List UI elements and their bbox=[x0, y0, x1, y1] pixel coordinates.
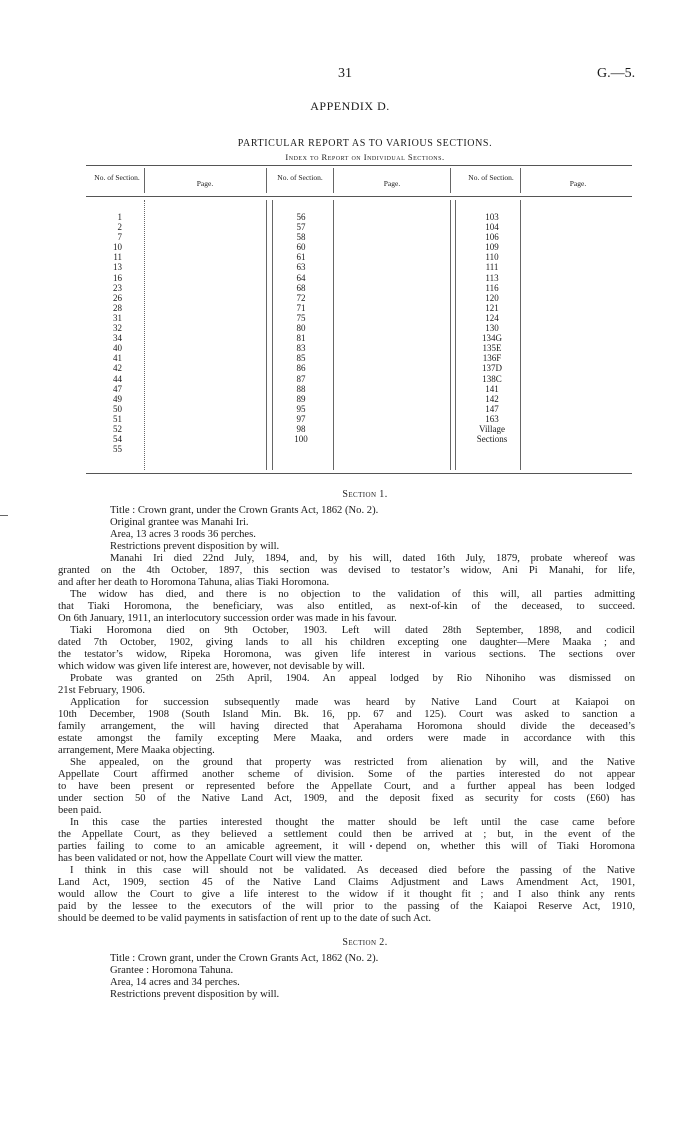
section-number: 2 bbox=[117, 222, 122, 233]
section-number: 58 bbox=[296, 232, 306, 243]
section-number: 42 bbox=[113, 363, 122, 374]
section-2-heading: Section 2. bbox=[342, 937, 388, 948]
section-number: 113 bbox=[485, 272, 499, 283]
section-number: 89 bbox=[296, 393, 306, 404]
section-number: 13 bbox=[113, 262, 122, 273]
section-number: 72 bbox=[296, 292, 306, 303]
section-number: 88 bbox=[296, 383, 306, 394]
page-number: 31 bbox=[338, 66, 352, 81]
text-line: 10th December, 1908 (South Island Min. Bk. 16, pp. 67 and 125). Court was asked to sanction a bbox=[58, 709, 635, 720]
table-top-rule bbox=[86, 165, 632, 166]
text-line: Application for succession subsequently made was heard by Native Land Court at Kaiapoi on bbox=[70, 697, 635, 708]
text-line: She appealed, on the ground that property was restricted from alienation by will, and the Native bbox=[70, 757, 635, 768]
text-line: the Appellate Court, as they believed a settlement could then be arrived at ; but, in the event of the bbox=[58, 829, 635, 840]
section-number: 110 bbox=[485, 252, 499, 263]
section-number: 75 bbox=[296, 312, 306, 323]
text-line: family arrangement, the will having directed that Aperahama Horomona should divide the deceased’s bbox=[58, 721, 635, 732]
section-number: 141 bbox=[485, 383, 499, 394]
section-number: 124 bbox=[485, 312, 499, 323]
index-title: Index to Report on Individual Sections. bbox=[285, 152, 445, 162]
text-line: Probate was granted on 25th April, 1904. An appeal lodged by Rio Nihoniho was dismissed on bbox=[70, 673, 635, 684]
table-bottom-rule bbox=[86, 473, 632, 474]
text-line: would allow the Court to give a life interest to the widow if it thought fit ; and I also think any rents bbox=[58, 889, 635, 900]
text-line: Grantee : Horomona Tahuna. bbox=[110, 965, 234, 976]
text-line: Manahi Iri died 22nd July, 1894, and, by his will, dated 16th July, 1879, probate whereof was bbox=[110, 553, 635, 564]
section-number: 11 bbox=[113, 252, 122, 263]
section-number: 130 bbox=[485, 323, 499, 334]
column-divider bbox=[266, 200, 267, 470]
section-number: Sections bbox=[476, 434, 508, 445]
text-line: Restrictions prevent disposition by will. bbox=[110, 989, 280, 1000]
column-divider bbox=[455, 200, 456, 470]
section-number: 147 bbox=[485, 403, 499, 414]
section-number: 63 bbox=[296, 262, 306, 273]
text-line: Land Act, 1909, section 45 of the Native Land Claims Adjustment and Laws Amendment Act, 1901, bbox=[58, 877, 635, 888]
header-page: Page. bbox=[383, 179, 401, 188]
section-number: 81 bbox=[296, 333, 306, 344]
section-number: 64 bbox=[296, 272, 306, 283]
text-line: The widow has died, and there is no objection to the validation of this will, all parties admitting bbox=[70, 589, 635, 600]
section-number: 106 bbox=[485, 232, 499, 243]
text-line: 21st February, 1906. bbox=[58, 685, 145, 696]
header-section-no: No. of Section. bbox=[277, 173, 323, 182]
text-line: On 6th January, 1911, an interlocutory succession order was made in his favour. bbox=[58, 613, 397, 624]
text-line: Title : Crown grant, under the Crown Grants Act, 1862 (No. 2). bbox=[110, 953, 379, 964]
column-divider bbox=[333, 168, 334, 193]
section-number-column bbox=[100, 212, 122, 454]
section-number: 41 bbox=[113, 353, 122, 364]
section-number: 16 bbox=[113, 272, 122, 283]
section-number: 109 bbox=[485, 242, 499, 253]
column-divider bbox=[144, 168, 145, 193]
text-line: Title : Crown grant, under the Crown Grants Act, 1862 (No. 2). bbox=[110, 505, 379, 516]
section-number: 134G bbox=[482, 333, 502, 344]
header-page: Page. bbox=[569, 179, 587, 188]
report-title: PARTICULAR REPORT AS TO VARIOUS SECTIONS. bbox=[237, 138, 493, 149]
section-number: 7 bbox=[117, 232, 122, 243]
text-line: Area, 14 acres and 34 perches. bbox=[110, 977, 240, 988]
text-line: Restrictions prevent disposition by will. bbox=[110, 541, 280, 552]
text-line: to have been present or represented before the Appellate Court, and a further appeal has been lodged bbox=[58, 781, 635, 792]
table-header-rule bbox=[86, 196, 632, 197]
section-number: 80 bbox=[296, 323, 306, 334]
section-number: 135E bbox=[482, 343, 502, 354]
column-divider bbox=[272, 200, 273, 470]
section-number: 10 bbox=[113, 242, 122, 253]
column-divider bbox=[333, 200, 334, 470]
section-number: 87 bbox=[296, 373, 306, 384]
text-line: Original grantee was Manahi Iri. bbox=[110, 517, 249, 528]
section-number: 54 bbox=[113, 434, 122, 445]
text-line: should be deemed to be valid payments in satisfaction of rent up to the date of such Act. bbox=[58, 913, 432, 924]
section-number: 120 bbox=[485, 292, 499, 303]
text-line: In this case the parties interested thought the matter should be left until the case came before bbox=[70, 817, 635, 828]
section-number: 137D bbox=[482, 363, 502, 374]
text-line: Appellate Court affirmed another scheme of division. Some of the parties interested do not appear bbox=[58, 769, 635, 780]
section-number-column bbox=[470, 212, 514, 444]
section-number: 136F bbox=[482, 353, 502, 364]
text-line: Area, 13 acres 3 roods 36 perches. bbox=[110, 529, 256, 540]
text-line: and after her death to Horomona Tahuna, alias Tiaki Horomona. bbox=[58, 577, 330, 588]
appendix-title: APPENDIX D. bbox=[310, 99, 390, 113]
section-number: 100 bbox=[294, 434, 308, 445]
section-number: 1 bbox=[117, 212, 122, 222]
section-number: 60 bbox=[296, 242, 306, 253]
section-number: 111 bbox=[485, 262, 499, 273]
page-reference: G.—5. bbox=[597, 66, 636, 81]
text-line: which widow was given life interest are, however, not devisable by will. bbox=[58, 661, 365, 672]
text-line: Tiaki Horomona died on 9th October, 1903. Left will dated 28th September, 1898, and codicil bbox=[70, 625, 635, 636]
section-number: 49 bbox=[113, 393, 122, 404]
section-number: 56 bbox=[296, 212, 306, 222]
margin-mark bbox=[0, 515, 8, 516]
text-line: that Tiaki Horomona, the beneficiary, was also entitled, as next-of-kin of the deceased, to succeed. bbox=[58, 601, 635, 612]
section-number: 57 bbox=[296, 222, 306, 233]
section-number: 104 bbox=[485, 222, 499, 233]
section-number: 71 bbox=[296, 302, 306, 313]
section-number: 55 bbox=[113, 444, 122, 455]
section-number: 28 bbox=[113, 302, 122, 313]
section-number-column bbox=[286, 212, 316, 444]
section-number: 68 bbox=[296, 282, 306, 293]
section-number: 85 bbox=[296, 353, 306, 364]
section-number: 47 bbox=[113, 383, 122, 394]
section-number: 95 bbox=[296, 403, 306, 414]
column-divider bbox=[450, 200, 451, 470]
text-line: under section 50 of the Native Land Act, 1909, and the deposit fixed as security for costs (£60) has bbox=[58, 793, 635, 804]
section-number: 83 bbox=[296, 343, 306, 354]
text-line: granted on the 4th October, 1897, this section was devised to testator’s widow, Ani Pi Manahi, for life, bbox=[58, 565, 635, 576]
section-number: 97 bbox=[296, 413, 306, 424]
text-line: estate amongst the family excepting Mere Maaka, and orders were made in accordance with this bbox=[58, 733, 635, 744]
section-number: 86 bbox=[296, 363, 306, 374]
section-number: 121 bbox=[485, 302, 499, 313]
section-number: 61 bbox=[296, 252, 306, 263]
section-number: 138C bbox=[482, 373, 502, 384]
section-number: 142 bbox=[485, 393, 499, 404]
section-number: 98 bbox=[296, 423, 306, 434]
section-number: 163 bbox=[485, 413, 499, 424]
column-divider bbox=[520, 200, 521, 470]
text-line: has been validated or not, how the Appellate Court will view the matter. bbox=[58, 853, 363, 864]
text-line: arrangement, Mere Maaka objecting. bbox=[58, 745, 215, 756]
section-number: 23 bbox=[113, 282, 122, 293]
text-line: parties failing to come to an amicable agreement, it will depend on, whether this will of Tiaki Horomona bbox=[58, 841, 635, 852]
section-number: 40 bbox=[113, 343, 122, 354]
section-1-heading: Section 1. bbox=[342, 489, 388, 500]
header-page: Page. bbox=[196, 179, 214, 188]
section-number: 32 bbox=[113, 323, 122, 334]
text-line: I think in this case will should not be validated. As deceased died before the passing of the Native bbox=[70, 865, 635, 876]
section-number: Village bbox=[479, 423, 505, 434]
section-number: 31 bbox=[113, 312, 122, 323]
section-number: 51 bbox=[113, 413, 122, 424]
section-number: 26 bbox=[113, 292, 122, 303]
column-divider bbox=[144, 200, 145, 470]
section-number: 116 bbox=[485, 282, 499, 293]
text-line: the testator’s widow, Ripeka Horomona, was given life interest in various sections. The sections over bbox=[58, 649, 635, 660]
column-divider bbox=[266, 168, 267, 193]
section-number: 44 bbox=[113, 373, 122, 384]
header-section-no: No. of Section. bbox=[94, 173, 140, 182]
text-line: dated 7th October, 1902, giving lands to all his children excepting one daughter—Mere Maaka ; and bbox=[58, 637, 635, 648]
text-line: paid by the lessee to the executors of the will prior to the passing of the Kaiapoi Reserve Act, 1910, bbox=[58, 901, 635, 912]
header-section-no: No. of Section. bbox=[468, 173, 514, 182]
section-number: 103 bbox=[485, 212, 499, 222]
text-line: been paid. bbox=[58, 805, 102, 816]
column-divider bbox=[520, 168, 521, 193]
section-number: 34 bbox=[113, 333, 122, 344]
section-number: 52 bbox=[113, 423, 122, 434]
column-divider bbox=[450, 168, 451, 193]
section-number: 50 bbox=[113, 403, 122, 414]
